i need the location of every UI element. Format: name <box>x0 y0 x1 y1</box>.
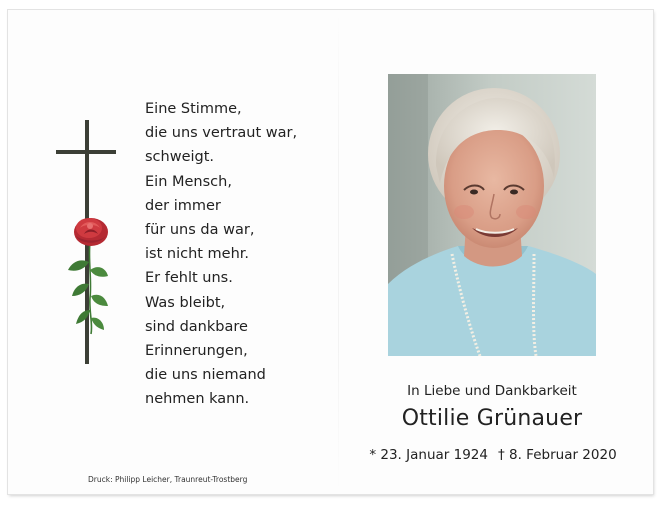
printer-credit: Druck: Philipp Leicher, Traunreut-Trostberg <box>88 475 248 484</box>
cross-with-rose-icon <box>54 120 118 364</box>
birth-date: * 23. Januar 1924 <box>369 447 488 463</box>
poem-line: Ein Mensch, <box>145 173 232 190</box>
poem-line: sind dankbare <box>145 318 248 335</box>
deceased-name: Ottilie Grünauer <box>401 406 583 431</box>
poem-line: ist nicht mehr. <box>145 246 250 263</box>
memorial-card <box>8 10 653 494</box>
life-dates <box>358 447 628 463</box>
poem-line: Erinnerungen, <box>145 343 248 360</box>
poem-line: die uns niemand <box>145 367 266 384</box>
poem-line: Eine Stimme, <box>145 101 242 117</box>
poem-line: die uns vertraut war, <box>145 125 298 142</box>
card-fold <box>338 10 339 494</box>
poem-line: schweigt. <box>145 149 215 166</box>
dedication: In Liebe und Dankbarkeit <box>407 383 577 399</box>
poem-line: nehmen kann. <box>145 391 250 408</box>
poem-line: der immer <box>145 197 221 214</box>
poem <box>145 97 297 412</box>
death-date: † 8. Februar 2020 <box>497 447 617 463</box>
poem-line: für uns da war, <box>145 222 255 239</box>
portrait-photo <box>388 74 596 356</box>
poem-line: Er fehlt uns. <box>145 270 233 287</box>
poem-line: Was bleibt, <box>145 294 226 311</box>
